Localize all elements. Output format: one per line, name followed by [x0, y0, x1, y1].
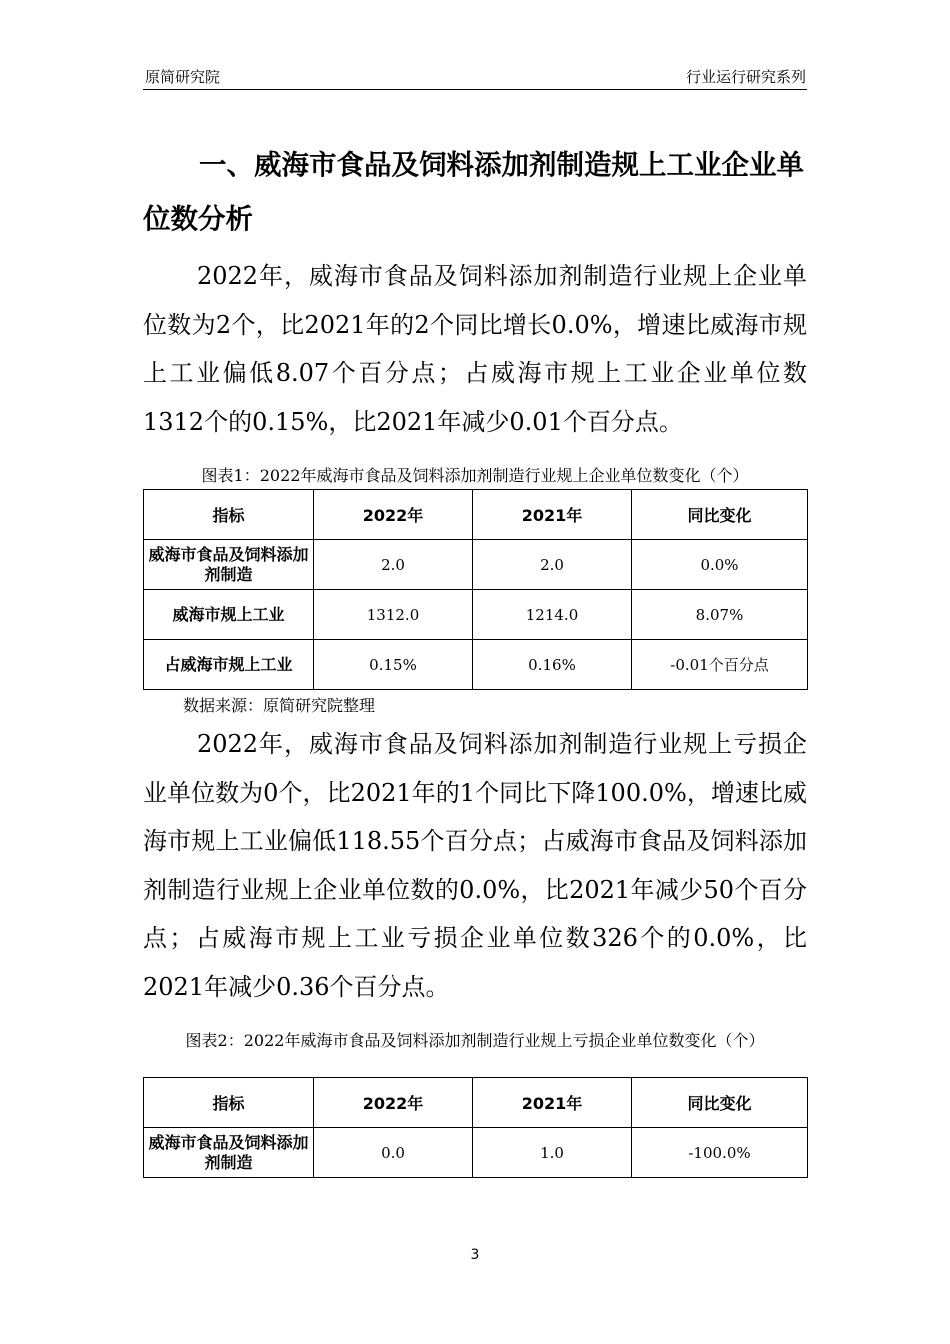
row-label: 威海市食品及饲料添加剂制造: [144, 540, 314, 590]
cell-yoy: 8.07%: [632, 590, 808, 640]
table-row: [144, 590, 808, 640]
cell-2021: 0.16%: [473, 640, 632, 690]
table2-header-2022: 2022年: [314, 1078, 473, 1128]
table1-header-2022: 2022年: [314, 490, 473, 540]
row-label: 占威海市规上工业: [144, 640, 314, 690]
table-row: [144, 540, 808, 590]
header-divider: [143, 89, 807, 90]
page-number: 3: [470, 1247, 480, 1263]
table2-header-2021: 2021年: [473, 1078, 632, 1128]
table-row: [144, 1128, 808, 1178]
cell-2021: 1214.0: [473, 590, 632, 640]
cell-2021: 2.0: [473, 540, 632, 590]
table2-caption: 图表2：2022年威海市食品及饲料添加剂制造行业规上亏损企业单位数变化（个）: [185, 1031, 765, 1050]
cell-yoy: -0.01个百分点: [632, 640, 808, 690]
paragraph-1: 2022年，威海市食品及饲料添加剂制造行业规上企业单位数为2个，比2021年的2个同比增长0.0%，增速比威海市规上工业偏低8.07个百分点；占威海市规上工业企业单位数1312个的0.15%，比2021年减少0.01个百分点。: [143, 262, 807, 436]
paragraph-2: 2022年，威海市食品及饲料添加剂制造行业规上亏损企业单位数为0个，比2021年的1个同比下降100.0%，增速比威海市规上工业偏低118.55个百分点；占威海市食品及饲料添加剂制造行业规上企业单位数的0.0%，比2021年减少50个百分点；占威海市规上工业亏损企业单位数326个的0.0%，比2021年减少0.36个百分点。: [143, 730, 807, 1001]
cell-2022: 1312.0: [314, 590, 473, 640]
table-row: [144, 640, 808, 690]
header-right-series: 行业运行研究系列: [685, 68, 806, 86]
cell-2022: 0.15%: [314, 640, 473, 690]
cell-yoy: -100.0%: [632, 1128, 808, 1178]
table2-header-yoy: 同比变化: [632, 1078, 808, 1128]
row-label: 威海市规上工业: [144, 590, 314, 640]
table1: [143, 489, 808, 690]
cell-2022: 0.0: [314, 1128, 473, 1178]
table1-header-row: [144, 490, 808, 540]
table1-header-2021: 2021年: [473, 490, 632, 540]
row-label: 威海市食品及饲料添加剂制造: [144, 1128, 314, 1178]
cell-2022: 2.0: [314, 540, 473, 590]
table1-caption: 图表1：2022年威海市食品及饲料添加剂制造行业规上企业单位数变化（个）: [201, 466, 749, 485]
table1-header-indicator: 指标: [144, 490, 314, 540]
table2-header-row: [144, 1078, 808, 1128]
table2: [143, 1077, 808, 1178]
table2-header-indicator: 指标: [144, 1078, 314, 1128]
cell-yoy: 0.0%: [632, 540, 808, 590]
cell-2021: 1.0: [473, 1128, 632, 1178]
table1-source-note: 数据来源：原简研究院整理: [183, 696, 376, 715]
table1-header-yoy: 同比变化: [632, 490, 808, 540]
section-title: 一、威海市食品及饲料添加剂制造规上工业企业单位数分析: [143, 149, 804, 235]
header-left-org: 原简研究院: [145, 68, 221, 86]
